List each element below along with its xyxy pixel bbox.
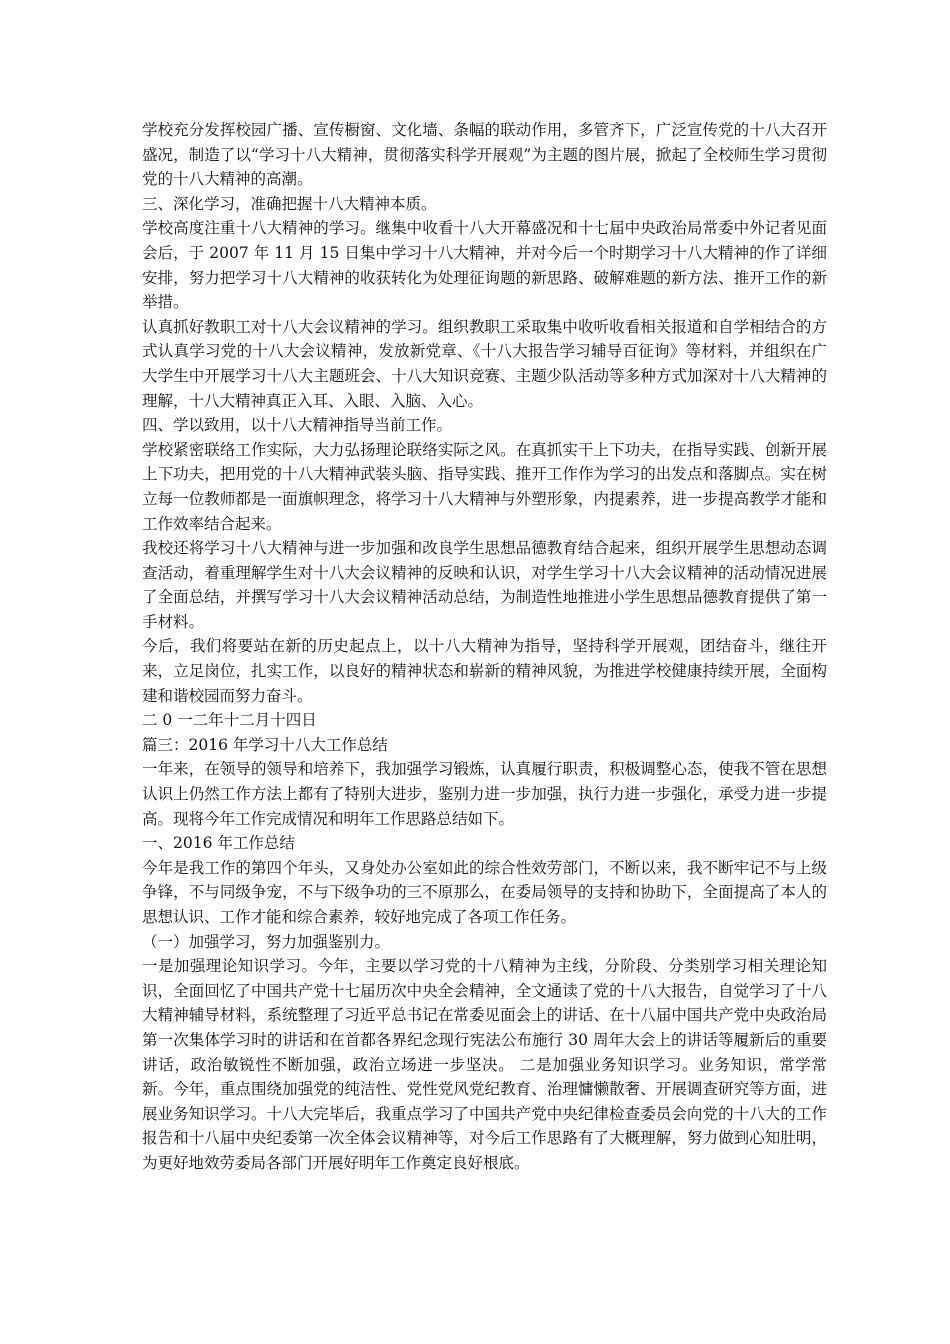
heading-subsection-one: （一）加强学习，努力加强鉴别力。	[142, 932, 391, 951]
heading-section-four: 四、学以致用，以十八大精神指导当前工作。	[142, 416, 453, 435]
heading-work-summary: 一、2016 年工作总结	[142, 834, 295, 853]
paragraph-study-emphasis: 学校高度注重十八大精神的学习。继集中收看十八大开幕盛况和十七届中央政治局常委中外记者见面会后，于 2007 年 11 月 15 日集中学习十八大精神，并对今后一个时期学习十八大精神的作了详细安排，努力把学习十八大精神的收获转化为处理征询题的新思路、破解难题的新方法、推开工作的新举措。	[142, 219, 827, 312]
paragraph-propaganda: 学校充分发挥校园广播、宣传橱窗、文化墙、条幅的联动作用，多管齐下，广泛宣传党的十八大召开盛况，制造了以“学习十八大精神，贯彻落实科学开展观”为主题的图片展，掀起了全校师生学习贯彻党的十八大精神的高潮。	[142, 121, 827, 189]
document-body	[142, 118, 827, 1176]
paragraph-fourth-year: 今年是我工作的第四个年头，又身处办公室如此的综合性效劳部门，不断以来，我不断牢记不与上级争锋，不与同级争宠，不与下级争功的三不原那么，在委局领导的支持和协助下，全面提高了本人的思想认识、工作才能和综合素养，较好地完成了各项工作任务。	[142, 858, 827, 926]
heading-section-three: 三、深化学习，准确把握十八大精神本质。	[142, 194, 437, 213]
paragraph-year-intro: 一年来，在领导的领导和培养下，我加强学习锻炼，认真履行职责，积极调整心态，使我不管在思想认识上仍然工作方法上都有了特别大进步，鉴别力进一步加强，执行力进一步强化，承受力进一步提高。现将今年工作完成情况和明年工作思路总结如下。	[142, 760, 827, 828]
paragraph-theory-study: 一是加强理论知识学习。今年，主要以学习党的十八精神为主线，分阶段、分类别学习相关理论知识，全面回忆了中国共产党十七届历次中央全会精神，全文通读了党的十八大报告，自觉学习了十八大精神辅导材料，系统整理了习近平总书记在常委见面会上的讲话、在十八届中国共产党中央政治局第一次集体学习时的讲话和在首都各界纪念现行宪法公布施行 30 周年大会上的讲话等履新后的重要讲话，政治敏锐性不断加强，政治立场进一步坚决。 二是加强业务知识学习。业务知识，常学常新。今年，重点围绕加强党的纯洁性、党性党风党纪教育、治理慵懒散奢、开展调查研究等方面，进展业务知识学习。十八大完毕后，我重点学习了中国共产党中央纪律检查委员会向党的十八大的工作报告和十八届中央纪委第一次全体会议精神等，对今后工作思路有了大概理解，努力做到心知肚明，为更好地效劳委局各部门开展好明年工作奠定良好根底。	[142, 957, 827, 1172]
paragraph-future: 今后，我们将要站在新的历史起点上，以十八大精神为指导，坚持科学开展观，团结奋斗，继往开来，立足岗位，扎实工作，以良好的精神状态和崭新的精神风貌，为推进学校健康持续开展，全面构建和谐校园而努力奋斗。	[142, 637, 827, 705]
paragraph-moral-education: 我校还将学习十八大精神与进一步加强和改良学生思想品德教育结合起来，组织开展学生思想动态调查活动，着重理解学生对十八大会议精神的反映和认识，对学生学习十八大会议精神的活动情况进展了全面总结，并撰写学习十八大会议精神活动总结，为制造性地推进小学生思想品德教育提供了第一手材料。	[142, 539, 827, 631]
paragraph-practice: 学校紧密联络工作实际，大力弘扬理论联络实际之风。在真抓实干上下功夫，在指导实践、创新开展上下功夫，把用党的十八大精神武装头脑、指导实践、推开工作作为学习的出发点和落脚点。实在树立每一位教师都是一面旗帜理念，将学习十八大精神与外塑形象，内提素养，进一步提高教学才能和工作效率结合起来。	[142, 440, 827, 533]
chapter-title: 篇三：2016 年学习十八大工作总结	[142, 735, 388, 754]
date-line: 二 0 一二年十二月十四日	[142, 711, 317, 730]
paragraph-staff-study: 认真抓好教职工对十八大会议精神的学习。组织教职工采取集中收听收看相关报道和自学相结合的方式认真学习党的十八大会议精神，发放新党章、《十八大报告学习辅导百征询》等材料，并组织在广大学生中开展学习十八大主题班会、十八大知识竞赛、主题少队活动等多种方式加深对十八大精神的理解，十八大精神真正入耳、入眼、入脑、入心。	[142, 317, 827, 410]
